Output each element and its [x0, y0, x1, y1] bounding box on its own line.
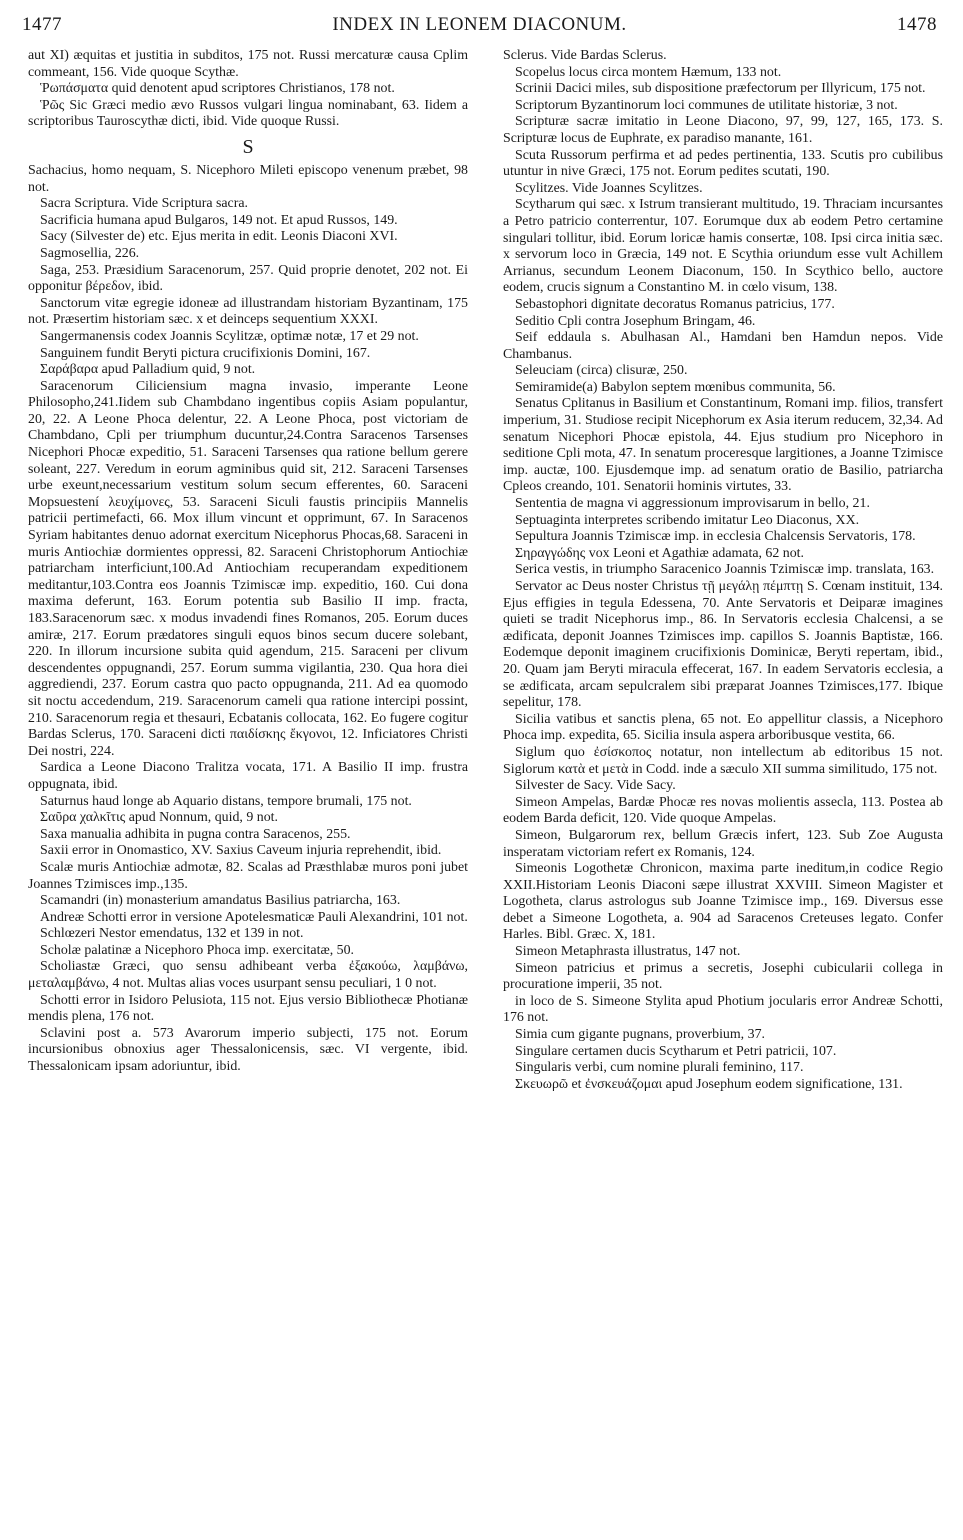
index-entry: Saxii error in Onomastico, XV. Saxius Caveum injuria reprehendit, ibid.	[40, 843, 442, 859]
index-entry: Senatus Cplitanus in Basilium et Constantinum, Romani imp. filios, transfert imperium, 31. Studiose recipit Nicephorum ex Asia iterum reducem, 32,34. Ad senatum Nicephori Phocæ epistola, 44. Ejus studium pro Nicephoro in seditione Cpli mota, 47. In senatum proceresque largitiones, a Joanne Tzimisce imp. auctæ, 100. Ejusdemque imp. ad senatum oratio de Basilio, patriarcha Cpleos creando, 101. Senatorii hominis virtutes, 33.	[503, 396, 943, 495]
index-entry: Simeonis Logothetæ Chronicon, maxima parte ineditum,in codice Regio XXII.Historiam Leonis Diaconi sæpe illustrat XXVIII. Simeon Magister et Logotheta, clarus astrologus sub Joanne Tzimisce imp., 169. Diversus esse debet a Simeone Logotheta, a. 904 ad Saracenos Creteuses legato. Confer Harles. Bibl. Græc. X, 181.	[503, 861, 943, 943]
index-entry: Scripturæ sacræ imitatio in Leone Diacono, 97, 99, 127, 165, 173. S. Scripturæ locus de Euphrate, ex paradiso manante, 161.	[503, 114, 943, 146]
index-entry: Servator ac Deus noster Christus τῇ μεγάλῃ πέμπτῃ S. Cœnam instituit, 134. Ejus effigies in tegula Edessena, 70. Ante Servatoris et Deiparæ imagines quieti se tradit Nicephorus imp., 86. In Servatoris ecclesia Chalcensi, a se ædificata, deponit Joannes Tzimisces imp. capillos S. Joannis Baptistæ, 166. Eodemque deponit imaginem crucifixionis Dominicæ, Beryti repertam, ibid., 20. Quam jam Beryti miracula effecerat, 167. In eadem Servatoris ecclesia, a se ædificata, arcam sepulcralem sibi præparat Joannes Tzimisces,177. Ibique sepelitur, 178.	[503, 579, 943, 711]
index-entry: Sanguinem fundit Beryti pictura crucifixionis Domini, 167.	[40, 345, 371, 361]
index-entry: Sacrificia humana apud Bulgaros, 149 not. Et apud Russos, 149.	[40, 212, 398, 228]
index-entry: in loco de S. Simeone Stylita apud Photium jocularis error Andreæ Schotti, 176 not.	[503, 993, 943, 1026]
right-column	[503, 48, 943, 1530]
index-entry: Sagmosellia, 226.	[40, 245, 140, 261]
index-entry: Sclavini post a. 573 Avarorum imperio subjecti, 175 not. Eorum incursionibus obnoxius ager Thessalonicensis, sæc. VI vergente, ibid. Thessalonicam ipsam adoriuntur, ibid.	[28, 1025, 468, 1075]
index-entry: Sacra Scriptura. Vide Scriptura sacra.	[40, 196, 248, 212]
index-entry: Sacy (Silvester de) etc. Ejus merita in edit. Leonis Diaconi XVI.	[40, 229, 398, 245]
index-entry: Simeon, Bulgarorum rex, bellum Græcis infert, 123. Sub Zoe Augusta insperatam victoriam refert ex Romanis, 124.	[503, 827, 943, 860]
index-entry: Simia cum gigante pugnans, proverbium, 37.	[515, 1027, 765, 1043]
index-entry: Sepultura Joannis Tzimiscæ imp. in ecclesia Chalcensis Servatoris, 178.	[515, 529, 916, 545]
index-entry: Σκευωρῶ et ἐνσκευάζομαι apud Josephum eodem significatione, 131.	[515, 1076, 903, 1092]
running-title: INDEX IN LEONEM DIACONUM.	[332, 14, 627, 35]
index-entry: Ῥῶς Sic Græci medio ævo Russos vulgari lingua nominabant, 63. Iidem a scriptoribus Tauroscythæ dicti, ibid. Vide quoque Russi.	[28, 97, 468, 130]
index-entry: Simeon Ampelas, Bardæ Phocæ res novas molientis assecla, 113. Postea ab eodem Barda deficit, 120. Vide quoque Ampelas.	[503, 794, 943, 827]
index-entry: Sclerus. Vide Bardas Sclerus.	[503, 48, 667, 63]
index-entry: Sententia de magna vi aggressionum improvisarum in bello, 21.	[515, 496, 870, 512]
index-entry: Semiramide(a) Babylon septem mœnibus communita, 56.	[515, 379, 836, 395]
index-entry: Singulare certamen ducis Scytharum et Petri patricii, 107.	[515, 1043, 837, 1059]
index-entry: Scuta Russorum perfirma et ad pedes pertinentia, 133. Scutis pro cubilibus utuntur in nive Græci, 175 not. Eorum pedites scutati, 190.	[503, 147, 943, 180]
page-header	[22, 14, 937, 44]
left-column	[28, 48, 468, 1530]
index-entry: Ῥωπάσματα quid denotent apud scriptores Christianos, 178 not.	[40, 81, 395, 97]
index-entry: Saga, 253. Præsidium Saracenorum, 257. Quid proprie denotet, 202 not. Ei opponitur βέρεδον, ibid.	[28, 262, 468, 295]
index-entry: Andreæ Schotti error in versione Apotelesmaticæ Pauli Alexandrini, 101 not.	[40, 909, 468, 925]
index-entry: Siglum quo ἐσίσκοπος notatur, non intellectum ab editoribus 15 not. Siglorum κατὰ et μετὰ in Codd. inde a sæculo XII summa similitudo, 175 not.	[503, 744, 943, 777]
index-entry: Seif eddaula s. Abulhasan Al., Hamdani ben Hamdun nepos. Vide Chambanus.	[503, 330, 943, 362]
index-entry: Saxa manualia adhibita in pugna contra Saracenos, 255.	[40, 826, 351, 842]
index-entry: Singularis verbi, cum nomine plurali feminino, 117.	[515, 1060, 804, 1076]
index-entry: Sanctorum vitæ egregie idoneæ ad illustrandam historiam Byzantinam, 175 not. Præsertim historiam sæc. x et deinceps sequentium XXXI.	[28, 295, 468, 328]
index-entry: aut XI) æquitas et justitia in subditos, 175 not. Russi mercaturæ causa Cplim commeant, 156. Vide quoque Scythæ.	[28, 48, 468, 80]
index-entry: Σηραγγώδης vox Leoni et Agathiæ adamata, 62 not.	[515, 545, 805, 561]
index-entry: Σαῦρα χαλκῖτις apud Nonnum, quid, 9 not.	[40, 810, 279, 826]
index-entry: Scholæ palatinæ a Nicephoro Phoca imp. exercitatæ, 50.	[40, 942, 355, 958]
index-entry: Schlœzeri Nestor emendatus, 132 et 139 in not.	[40, 926, 304, 942]
index-entry: Sardica a Leone Diacono Tralitza vocata, 171. A Basilio II imp. frustra oppugnata, ibid.	[28, 760, 468, 792]
page-number-left: 1477	[22, 14, 62, 35]
index-entry: Sachacius, homo nequam, S. Nicephoro Mileti episcopo venenum præbet, 98 not.	[28, 162, 468, 195]
index-entry: Silvester de Sacy. Vide Sacy.	[515, 778, 676, 794]
index-entry: Scytharum qui sæc. x Istrum transierant multitudo, 19. Thraciam incursantes a Petro patricio conterrentur, 107. Eorumque dux ab eodem Petro certamine singulari tollitur, ibid. Eorum loricæ hamis consertæ, 108. Ipsi circa initia sæc. x servorum loco in Græcia, 149 not. E Scythia oriundum esse vult Achillem Arrianus, secundum Leonem Diaconum, 150. In Scythico bello, auctore eodem, crucis signum a Constantino M. in cœlo visum, 138.	[503, 197, 943, 296]
page-number-right: 1478	[897, 14, 937, 35]
index-entry: Scamandri (in) monasterium amandatus Basilius patriarcha, 163.	[40, 893, 401, 909]
index-entry: Σαράβαρα apud Palladium quid, 9 not.	[40, 362, 256, 378]
index-entry: Sangermanensis codex Joannis Scylitzæ, optimæ notæ, 17 et 29 not.	[40, 328, 419, 344]
index-entry: Saturnus haud longe ab Aquario distans, tempore brumali, 175 not.	[40, 793, 412, 809]
index-entry: Schotti error in Isidoro Pelusiota, 115 not. Ejus versio Bibliothecæ Photianæ mendis plena, 176 not.	[28, 992, 468, 1025]
index-entry: Scholiastæ Græci, quo sensu adhibeant verba ἐξακούω, λαμβάνω, μεταλαμβάνω, 4 not. Multas alias voces usurpant sensu peculiari, 1 0 not.	[28, 959, 468, 992]
index-entry: Seleuciam (circa) clisuræ, 250.	[515, 363, 688, 379]
index-entry: Scylitzes. Vide Joannes Scylitzes.	[515, 180, 703, 196]
index-entry: Simeon Metaphrasta illustratus, 147 not.	[515, 944, 741, 960]
index-entry: Septuaginta interpretes scribendo imitatur Leo Diaconus, XX.	[515, 512, 860, 528]
index-entry: Serica vestis, in triumpho Saracenico Joannis Tzimiscæ imp. translata, 163.	[515, 562, 935, 578]
index-entry: Seditio Cpli contra Josephum Bringam, 46.	[515, 313, 756, 329]
index-entry: Simeon patricius et primus a secretis, Josephi cubicularii collega in procuratione imperii, 35 not.	[503, 960, 943, 993]
index-entry: Saracenorum Ciliciensium magna invasio, imperante Leone Philosopho,241.Iidem sub Chambdano ingentibus copiis Asiam populantur, 20, 22. A Leone Phoca delentur, 22. A Leone Phoca, post victoriam de Chambdano, Cpli per triumphum ducuntur,24.Contra Saracenos Tarsenses Nicephori Phocæ expeditio, 51. Saraceni Tarsenses qua ratione bellum gerere soleant, 227. Veredum in eorum agminibus quid sit, 212. Saraceni Tarsenses urbe exeunt,necessarium vestitum solum secum efferentes, 60. Saraceni Mopsuestení λευχίμονες, 53. Saraceni Siculi faustis principiis Mannelis patricii pertimefacti, 66. Mox illum vincunt et opprimunt, 67. In Saracenos Syriam habitantes denuo adornat exercitum Nicephorus Phocas,68. Saraceni in muris Antiochiæ dormientes oppressi, 82. Saraceni Christophorum Antiochiæ patriarcham interficiunt,100.Ad Antiochiam recuperandam expeditionem meditantur,103.Contra eos Joannis Tzimiscæ imp. expeditio, 160. Cui dona maxima deferunt, 163. Eorum potentia sub Basilio II imp. fracta, 183.Saracenorum sæc. x modus invadendi fines Romanos, 205. Eorum duces amiræ, 217. Eorum prædatores singuli equos binos secum ducere solebant, 220. In illorum incursione subita quid agendum, 215. Saraceni per clivum descendentes oppugnandi, 257. Eorum summa vigilantia, 230. Qua hora diei aggrediendi, 237. Eorum castra quo pacto oppugnanda, 211. Ad ea quomodo sit noctu accedendum, 219. Saracenorum cameli qua ratione intercipi possint, 210. Saracenorum regia et thesauri, Ecbatanis collocata, 162. Eo fugere cogitur Bardas Sclerus, 170. Saraceni dicti παιδίσκης ἔκγονοι, 12. Inficiatores Christi Dei nostri, 224.	[28, 378, 468, 759]
index-entry: Scopelus locus circa montem Hæmum, 133 not.	[515, 64, 782, 80]
index-entry: Sebastophori dignitate decoratus Romanus patricius, 177.	[515, 296, 835, 312]
index-entry: Sicilia vatibus et sanctis plena, 65 not. Eo appellitur classis, a Nicephoro Phoca imp. expedita, 65. Sicilia insula aspera arboribusque vestita, 66.	[503, 711, 943, 744]
index-entry: Scriptorum Byzantinorum loci communes de utilitate historiæ, 3 not.	[515, 97, 898, 113]
index-entry: Scalæ muris Antiochiæ admotæ, 82. Scalas ad Præsthlabæ muros poni jubet Joannes Tzimisces imp.,135.	[28, 859, 468, 892]
section-letter: S	[242, 135, 254, 158]
index-entry: Scrinii Dacici miles, sub dispositione præfectorum per Illyricum, 175 not.	[515, 81, 926, 97]
